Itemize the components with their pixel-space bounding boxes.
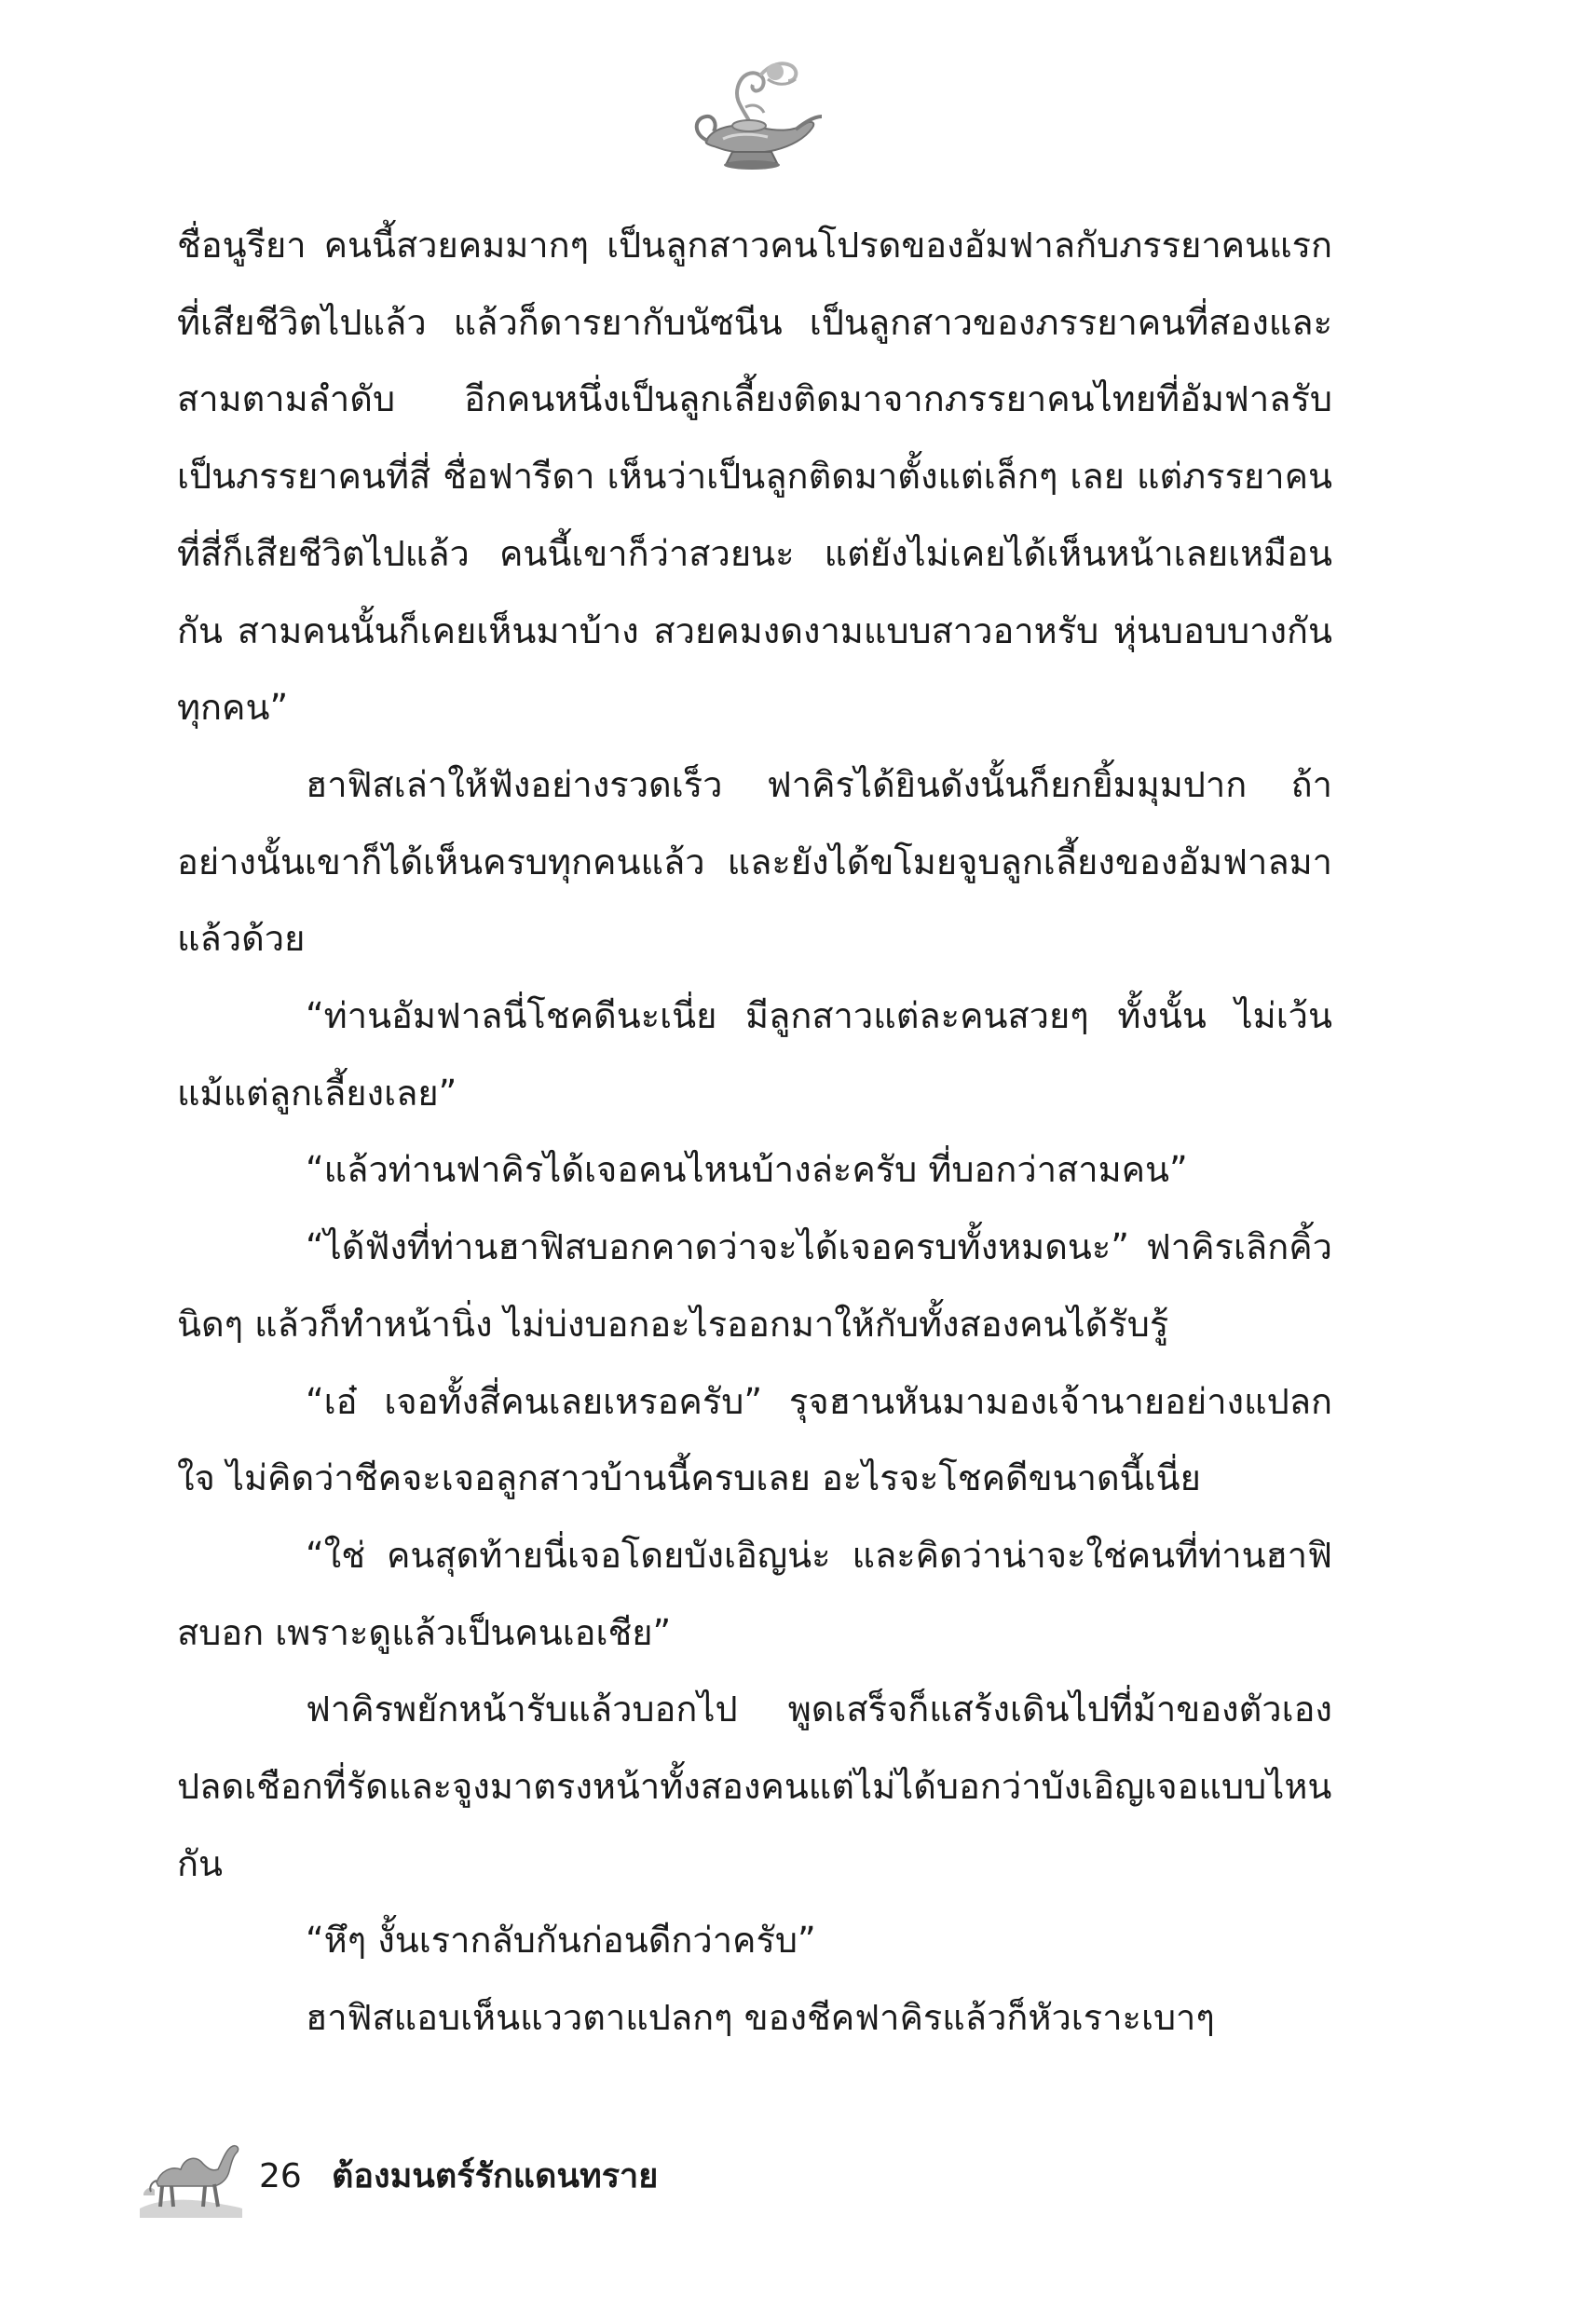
paragraph: “ใช่ คนสุดท้ายนี่เจอโดยบังเอิญน่ะ และคิดว่าน่าจะใช่คนที่ท่านฮาฟิสบอก เพราะดูแล้วเป็นคนเอเชีย” xyxy=(177,1534,1332,1653)
paragraph: “ท่านอัมฟาลนี่โชคดีนะเนี่ย มีลูกสาวแต่ละคนสวยๆ ทั้งนั้น ไม่เว้นแม้แต่ลูกเลี้ยงเลย” xyxy=(177,995,1332,1114)
paragraph: ฟาคิรพยักหน้ารับแล้วบอกไป พูดเสร็จก็แสร้งเดินไปที่ม้าของตัวเอง ปลดเชือกที่รัดและจูงมาตรงหน้าทั้งสองคนแต่ไม่ได้บอกว่าบังเอิญเจอแบบไหนกัน xyxy=(177,1689,1332,1884)
paragraph: ฮาฟิสเล่าให้ฟังอย่างรวดเร็ว ฟาคิรได้ยินดังนั้นก็ยกยิ้มมุมปาก ถ้าอย่างนั้นเขาก็ได้เห็นครบทุกคนแล้ว และยังได้ขโมยจูบลูกเลี้ยงของอัมฟาลมาแล้วด้วย xyxy=(177,763,1332,960)
body-text xyxy=(177,207,1332,2099)
paragraph: ฮาฟิสแอบเห็นแววตาแปลกๆ ของชีคฟาคิรแล้วก็หัวเราะเบาๆ xyxy=(306,1997,1215,2039)
page-footer xyxy=(140,2125,792,2227)
page-number: 26 xyxy=(259,2157,302,2195)
paragraph: ชื่อนูรียา คนนี้สวยคมมากๆ เป็นลูกสาวคนโปรดของอัมฟาลกับภรรยาคนแรกที่เสียชีวิตไปแล้ว แล้วก็ดารยากับนัซนีน เป็นลูกสาวของภรรยาคนที่สองและสามตามลำดับ อีกคนหนึ่งเป็นลูกเลี้ยงติดมาจากภรรยาคนไทยที่อัมฟาลรับเป็นภรรยาคนที่สี่ ชื่อฟารีดา เห็นว่าเป็นลูกติดมาตั้งแต่เล็กๆ เลย แต่ภรรยาคนที่สี่ก็เสียชีวิตไปแล้ว คนนี้เขาก็ว่าสวยนะ แต่ยังไม่เคยได้เห็นหน้าเลยเหมือนกัน สามคนนั้นก็เคยเห็นมาบ้าง สวยคมงดงามแบบสาวอาหรับ หุ่นบอบบางกันทุกคน” xyxy=(177,225,1332,729)
magic-lamp-icon xyxy=(686,51,825,177)
camel-icon xyxy=(140,2125,242,2218)
paragraph: “แล้วท่านฟาคิรได้เจอคนไหนบ้างล่ะครับ ที่บอกว่าสามคน” xyxy=(306,1149,1188,1191)
paragraph: “หึๆ งั้นเรากลับกันก่อนดีกว่าครับ” xyxy=(306,1920,816,1962)
paragraph: “ได้ฟังที่ท่านฮาฟิสบอกคาดว่าจะได้เจอครบทั้งหมดนะ” ฟาคิรเลิกคิ้วนิดๆ แล้วก็ทำหน้านิ่ง ไม่บ่งบอกอะไรออกมาให้กับทั้งสองคนได้รับรู้ xyxy=(177,1226,1332,1345)
book-title: ต้องมนตร์รักแดนทราย xyxy=(332,2157,659,2195)
paragraph: “เอ๋ เจอทั้งสี่คนเลยเหรอครับ” รุจฮานหันมามองเจ้านายอย่างแปลกใจ ไม่คิดว่าชีคจะเจอลูกสาวบ้านนี้ครบเลย อะไรจะโชคดีขนาดนี้เนี่ย xyxy=(177,1380,1332,1499)
